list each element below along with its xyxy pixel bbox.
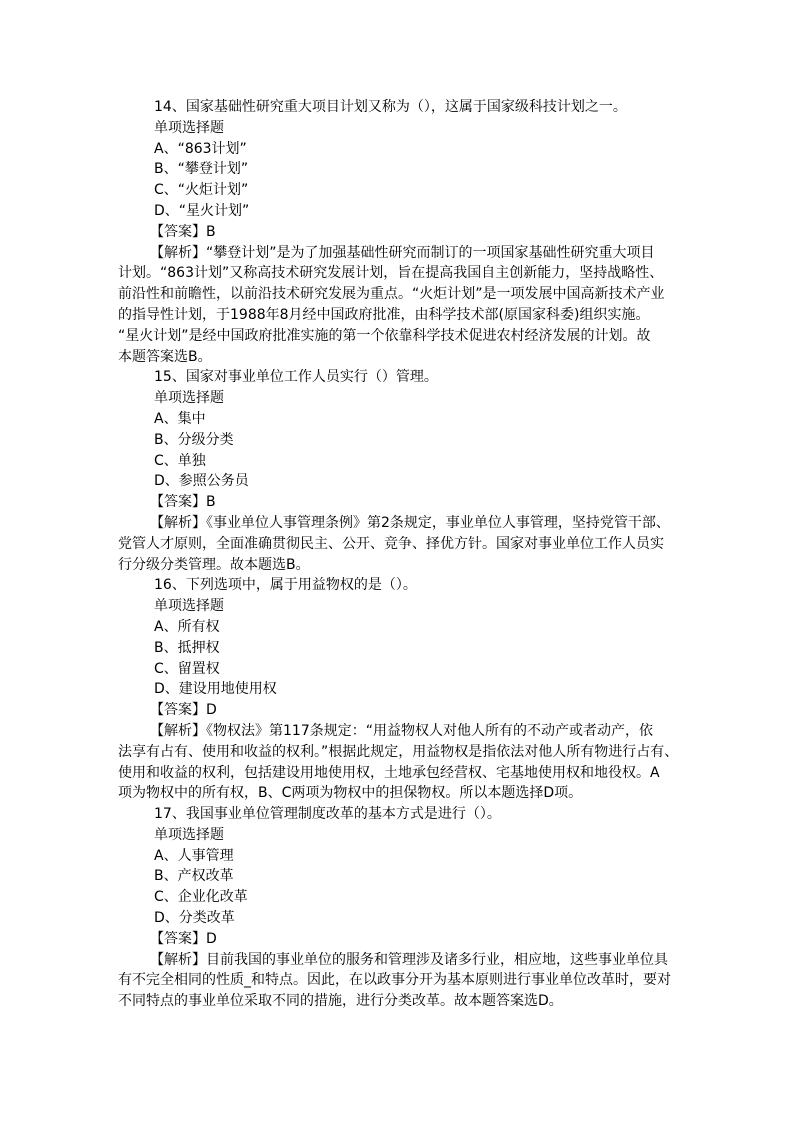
option: C、单独 (154, 452, 206, 469)
explanation-line: 法享有占有、使用和收益的权利。”根据此规定，用益物权是指依法对他人所有物进行占有、 (118, 743, 679, 760)
explanation-line: 使用和收益的权利，包括建设用地使用权，土地承包经营权、宅基地使用权和地役权。A (118, 764, 660, 781)
option: B、产权改革 (154, 868, 234, 885)
question-type: 单项选择题 (154, 390, 224, 407)
explanation-line: 不同特点的事业单位采取不同的措施，进行分类改革。故本题答案选D。 (118, 993, 563, 1010)
option: A、所有权 (154, 618, 220, 635)
option: D、“星火计划” (154, 202, 250, 219)
explanation-line: 【解析】“攀登计划”是为了加强基础性研究而制订的一项国家基础性研究重大项目 (150, 244, 655, 261)
question-stem: 15、国家对事业单位工作人员实行（）管理。 (154, 369, 438, 386)
option: B、分级分类 (154, 431, 234, 448)
explanation-line: 有不完全相同的性质_和特点。因此，在以政事分开为基本原则进行事业单位改革时，要对 (118, 972, 671, 989)
explanation-line: 本题答案选B。 (118, 348, 212, 365)
explanation-line: 党管人才原则，全面准确贯彻民主、公开、竞争、择优方针。国家对事业单位工作人员实 (118, 535, 664, 552)
explanation-line: “星火计划”是经中国政府批准实施的第一个依靠科学技术促进农村经济发展的计划。故 (118, 327, 651, 344)
explanation-line: 计划。“863计划”又称高技术研究发展计划，旨在提高我国自主创新能力，坚持战略性、 (118, 265, 664, 282)
answer: 【答案】D (150, 930, 217, 947)
option: A、“863计划” (154, 140, 247, 157)
option: D、分类改革 (154, 910, 235, 927)
explanation-line: 行分级分类管理。故本题选B。 (118, 556, 310, 573)
question-type: 单项选择题 (154, 598, 224, 615)
answer: 【答案】D (150, 702, 217, 719)
option: B、抵押权 (154, 639, 220, 656)
option: C、“火炬计划” (154, 182, 249, 199)
question-type: 单项选择题 (154, 119, 224, 136)
explanation-line: 【解析】目前我国的事业单位的服务和管理涉及诸多行业，相应地，这些事业单位具 (150, 951, 668, 968)
answer: 【答案】B (150, 223, 216, 240)
explanation-line: 前沿性和前瞻性，以前沿技术研究发展为重点。“火炬计划”是一项发展中国高新技术产业 (118, 286, 665, 303)
explanation-line: 【解析】《物权法》第117条规定：“用益物权人对他人所有的不动产或者动产，依 (150, 722, 653, 739)
option: C、留置权 (154, 660, 220, 677)
option: D、参照公务员 (154, 473, 249, 490)
document-body (118, 97, 688, 1012)
question-stem: 14、国家基础性研究重大项目计划又称为（），这属于国家级科技计划之一。 (154, 99, 627, 115)
option: D、建设用地使用权 (154, 681, 277, 698)
explanation-line: 的指导性计划，于1988年8月经中国政府批准，由科学技术部(原国家科委)组织实施。 (118, 306, 650, 323)
option: C、企业化改革 (154, 889, 248, 906)
option: A、人事管理 (154, 847, 234, 864)
question-stem: 16、下列选项中，属于用益物权的是（）。 (154, 577, 417, 594)
option: B、“攀登计划” (154, 161, 249, 178)
question-stem: 17、我国事业单位管理制度改革的基本方式是进行（）。 (154, 806, 501, 823)
answer: 【答案】B (150, 494, 216, 511)
question-type: 单项选择题 (154, 826, 224, 843)
explanation-line: 【解析】《事业单位人事管理条例》第2条规定，事业单位人事管理，坚持党管干部、 (150, 514, 670, 531)
option: A、集中 (154, 410, 206, 427)
explanation-line: 项为物权中的所有权，B、C两项为物权中的担保物权。所以本题选择D项。 (118, 785, 583, 802)
